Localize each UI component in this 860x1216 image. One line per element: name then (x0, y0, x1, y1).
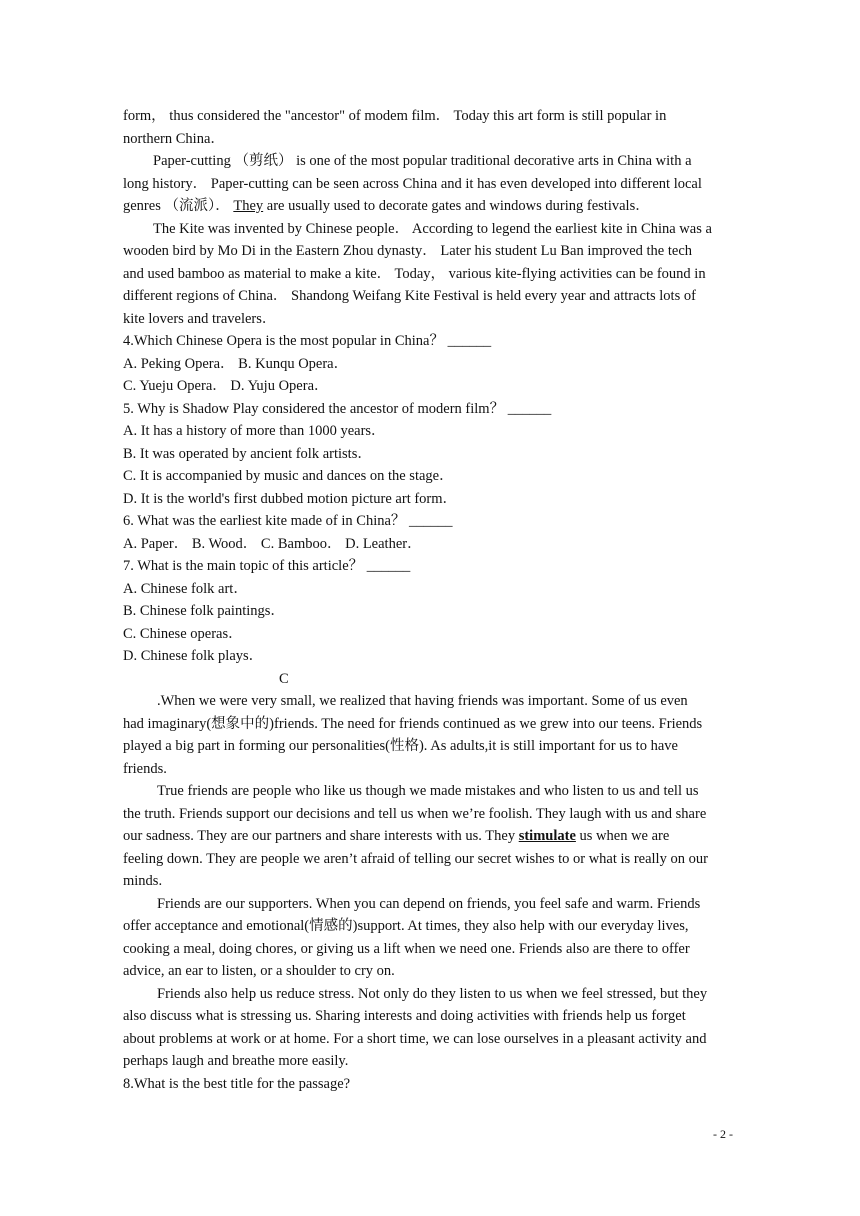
text-fragment: us when we are (575, 828, 670, 844)
text-line: and used bamboo as material to make a kite． Today， various kite-flying activities can be found in (123, 266, 706, 282)
page-number: - 2 - (713, 1127, 733, 1141)
underlined-word: They (233, 198, 264, 214)
text-line: feeling down. They are people we aren’t afraid of telling our secret wishes to or what is really on our (123, 851, 708, 867)
text-fragment: our sadness. They are our partners and share interests with us. They (123, 828, 519, 844)
text-line: the truth. Friends support our decisions and tell us when we’re foolish. They laugh with us and share (123, 806, 707, 822)
question-5-option: C. It is accompanied by music and dances on the stage． (123, 468, 454, 484)
text-line: Paper-cutting （剪纸） is one of the most popular traditional decorative arts in China with a (153, 153, 692, 169)
question-6: 6. What was the earliest kite made of in China？ ______ (123, 513, 453, 529)
text-line: Friends also help us reduce stress. Not only do they listen to us when we feel stressed, but they (157, 986, 708, 1002)
text-line: friends. (123, 761, 167, 777)
question-4-options: A. Peking Opera． B. Kunqu Opera． (123, 356, 349, 372)
text-line: True friends are people who like us though we made mistakes and who listen to us and tell us (157, 783, 699, 799)
text-line: played a big part in forming our personalities(性格). As adults,it is still important for us to have (123, 738, 678, 754)
text-line: offer acceptance and emotional(情感的)support. At times, they also help with our everyday lives, (123, 918, 689, 934)
question-8: 8.What is the best title for the passage? (123, 1076, 351, 1092)
text-line: wooden bird by Mo Di in the Eastern Zhou dynasty． Later his student Lu Ban improved the tech (123, 243, 693, 259)
text-fragment: are usually used to decorate gates and windows during festivals． (263, 198, 650, 214)
bold-underlined-word: stimulate (518, 828, 576, 844)
text-line: .When we were very small, we realized that having friends was important. Some of us even (157, 693, 688, 709)
text-line (123, 196, 650, 216)
text-line: different regions of China． Shandong Weifang Kite Festival is held every year and attracts lots of (123, 288, 696, 304)
text-line: advice, an ear to listen, or a shoulder to cry on. (123, 963, 395, 979)
question-5-option: B. It was operated by ancient folk artists． (123, 446, 372, 462)
text-line: The Kite was invented by Chinese people． According to legend the earliest kite in China was a (153, 221, 712, 237)
text-line: long history． Paper-cutting can be seen across China and it has even developed into different local (123, 176, 702, 192)
text-line: about problems at work or at home. For a short time, we can lose ourselves in a pleasant activity and (123, 1031, 707, 1047)
text-line (123, 826, 669, 846)
text-line: minds. (123, 873, 163, 889)
text-line: had imaginary(想象中的)friends. The need for friends continued as we grew into our teens. Friends (123, 716, 703, 732)
question-5-option: D. It is the world's first dubbed motion picture art form． (123, 491, 458, 507)
section-heading: C (279, 671, 289, 687)
question-7-option: D. Chinese folk plays． (123, 648, 264, 664)
question-5-option: A. It has a history of more than 1000 years． (123, 423, 386, 439)
text-line: form， thus considered the "ancestor" of modem film． Today this art form is still popular in (123, 108, 667, 124)
question-7-option: C. Chinese operas． (123, 626, 243, 642)
text-fragment: genres （流派）． (123, 198, 234, 214)
question-6-options: A. Paper． B. Wood． C. Bamboo． D. Leather． (123, 536, 422, 552)
text-line: northern China． (123, 131, 225, 147)
question-7-option: A. Chinese folk art． (123, 581, 248, 597)
question-7-option: B. Chinese folk paintings． (123, 603, 285, 619)
text-line: also discuss what is stressing us. Sharing interests and doing activities with friends help us forget (123, 1008, 686, 1024)
question-7: 7. What is the main topic of this article？ ______ (123, 558, 411, 574)
question-4: 4.Which Chinese Opera is the most popular in China？ ______ (123, 333, 492, 349)
text-line: perhaps laugh and breathe more easily. (123, 1053, 349, 1069)
text-line: Friends are our supporters. When you can depend on friends, you feel safe and warm. Friends (157, 896, 701, 912)
question-4-options: C. Yueju Opera． D. Yuju Opera． (123, 378, 329, 394)
text-line: cooking a meal, doing chores, or giving us a lift when we need one. Friends also are there to offer (123, 941, 690, 957)
question-5: 5. Why is Shadow Play considered the ancestor of modern film？ ______ (123, 401, 552, 417)
text-line: kite lovers and travelers． (123, 311, 277, 327)
